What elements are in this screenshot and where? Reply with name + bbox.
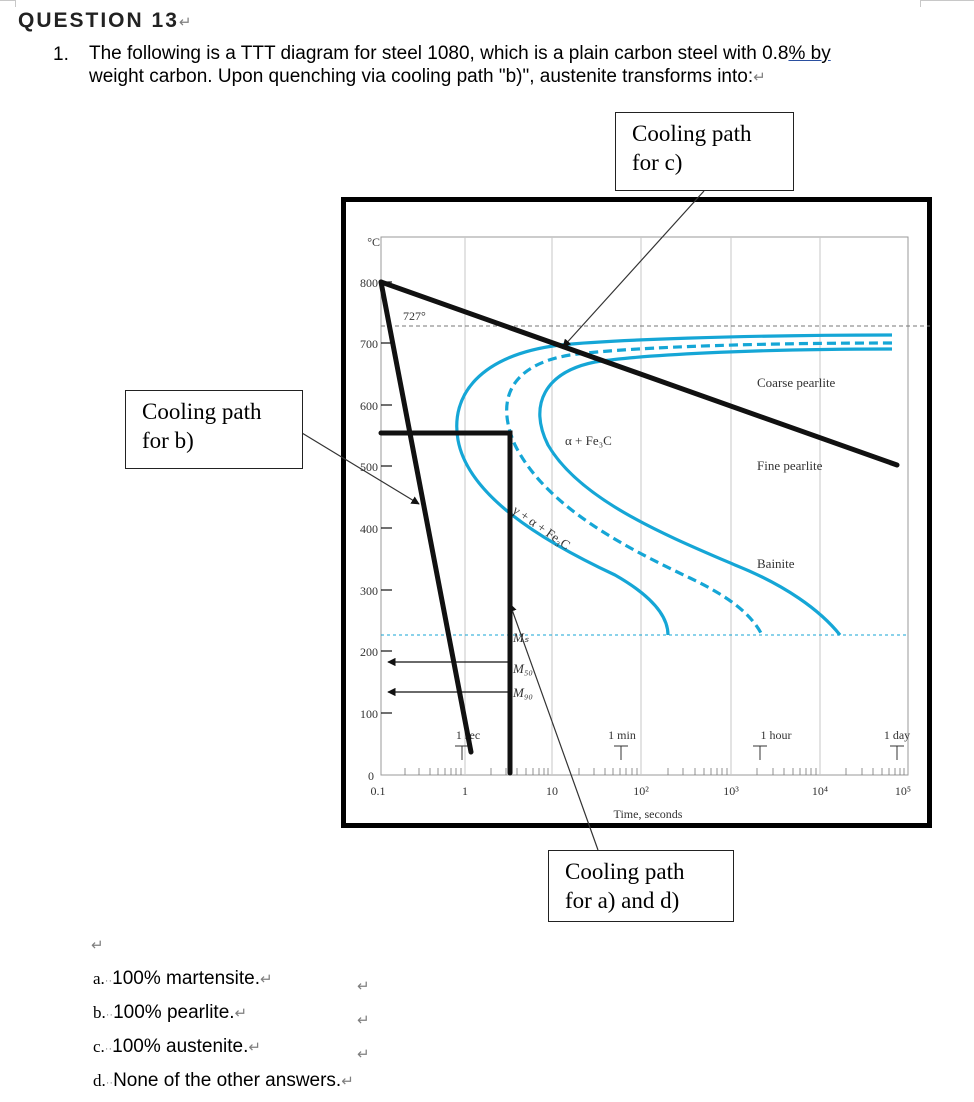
eutectoid-label: 727° xyxy=(403,309,426,323)
fine-pearlite-label: Fine pearlite xyxy=(757,458,823,473)
answer-option-d[interactable]: d.··None of the other answers.↵ xyxy=(93,1070,354,1091)
m90-label: M₉₀ xyxy=(513,685,533,700)
marker-1-day: 1 day xyxy=(883,728,911,742)
temp-tick-label: 0 xyxy=(368,769,374,783)
answer-option-a[interactable]: a.··100% martensite.↵ ↵ xyxy=(93,968,370,995)
answer-option-b[interactable]: b.··100% pearlite.↵ ↵ xyxy=(93,1002,370,1029)
temp-tick-label: 800 xyxy=(360,276,378,290)
temp-tick-label: 100 xyxy=(360,707,378,721)
answer-letter: d. xyxy=(93,1071,106,1090)
temp-unit: °C xyxy=(367,235,380,249)
temp-tick-label: 500 xyxy=(360,460,378,474)
time-axis-label: Time, seconds xyxy=(613,807,683,821)
time-tick-label: 10 xyxy=(546,784,558,798)
time-tick-label: 0.1 xyxy=(370,784,386,798)
time-tick-label: 10³ xyxy=(723,784,739,798)
temp-tick-label: 600 xyxy=(360,399,378,413)
marker-1-min: 1 min xyxy=(608,728,636,742)
answer-text: 100% martensite. xyxy=(112,968,260,989)
time-tick-label: 10² xyxy=(633,784,649,798)
answer-text: None of the other answers. xyxy=(113,1070,342,1091)
region-transform-label: γ + α + Fe₃C xyxy=(510,502,574,553)
answer-option-c[interactable]: c.··100% austenite.↵ ↵ xyxy=(93,1036,370,1063)
temp-tick-label: 700 xyxy=(360,337,378,351)
answer-letter: b. xyxy=(93,1003,106,1022)
answer-letter: a. xyxy=(93,969,105,988)
answer-list xyxy=(93,966,393,1102)
marker-1-sec: 1 sec xyxy=(455,728,481,742)
time-tick-label: 1 xyxy=(462,784,468,798)
temp-tick-label: 300 xyxy=(360,584,378,598)
marker-1-hour: 1 hour xyxy=(760,728,792,742)
time-tick-label: 10⁵ xyxy=(894,784,912,798)
question-title: QUESTION 13↵ xyxy=(18,9,192,32)
answer-letter: c. xyxy=(93,1037,105,1056)
callout-cooling-path-b: Cooling path for b) xyxy=(125,390,303,469)
question-text: The following is a TTT diagram for steel 1080, which is a plain carbon steel with 0.8% by weight carbon. Upon quenching via cooling path "b)", austenite transforms into:↵ xyxy=(89,43,831,87)
callout-cooling-path-c: Cooling path for c) xyxy=(615,112,794,191)
region-pearlite-label: α + Fe₃C xyxy=(565,433,612,448)
paragraph-mark: ↵ xyxy=(91,937,104,954)
coarse-pearlite-label: Coarse pearlite xyxy=(757,375,836,390)
ms-label: Mₛ xyxy=(513,630,529,645)
callout-cooling-path-a-d: Cooling path for a) and d) xyxy=(548,850,734,922)
question-number: 1. xyxy=(53,44,69,65)
answer-text: 100% austenite. xyxy=(112,1036,249,1057)
answer-text: 100% pearlite. xyxy=(113,1002,235,1023)
temp-tick-label: 200 xyxy=(360,645,378,659)
diagram-frame xyxy=(344,200,930,826)
time-tick-label: 10⁴ xyxy=(811,784,829,798)
temp-tick-label: 400 xyxy=(360,522,378,536)
bainite-label: Bainite xyxy=(757,556,795,571)
m50-label: M₅₀ xyxy=(513,661,533,676)
